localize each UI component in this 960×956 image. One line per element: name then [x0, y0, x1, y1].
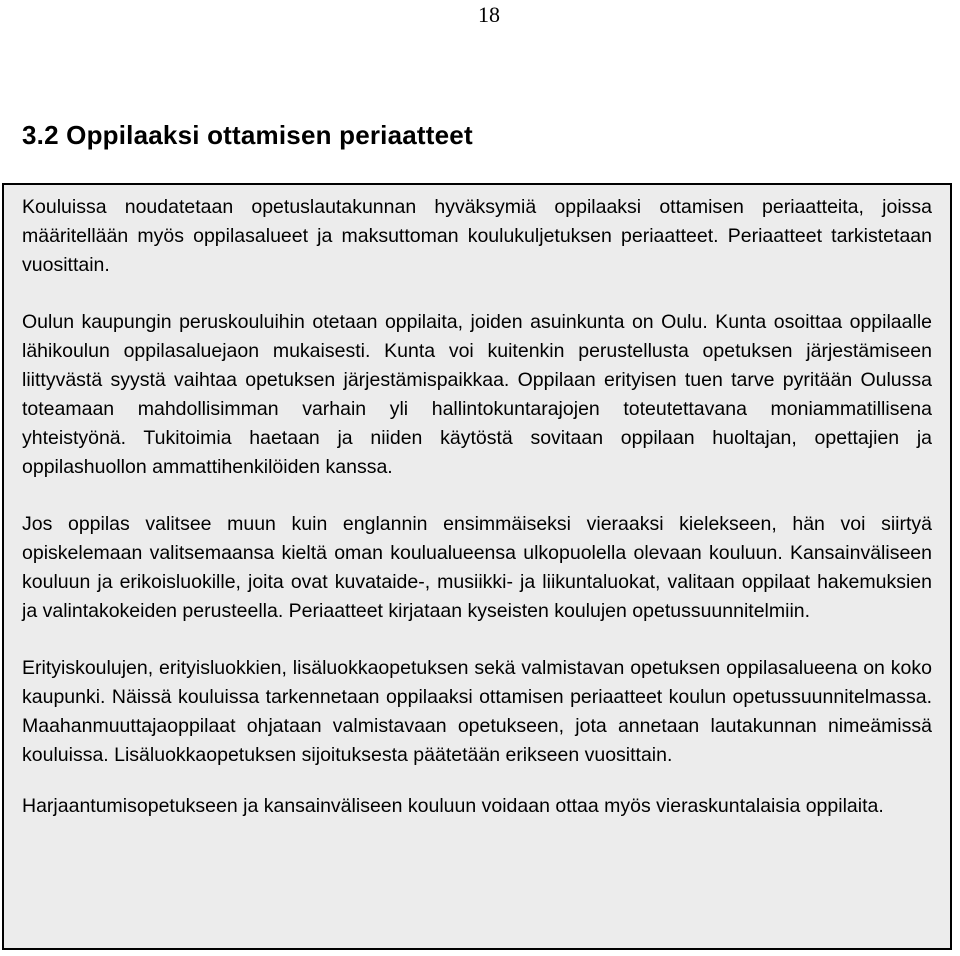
content-box: [2, 183, 952, 950]
page-number: 18: [478, 2, 500, 27]
section-heading: 3.2 Oppilaaksi ottamisen periaatteet: [22, 120, 473, 150]
paragraph-special-schools: Erityiskoulujen, erityisluokkien, lisäluokkaopetuksen sekä valmistavan opetuksen oppilasalueena on koko kaupunki. Näissä kouluissa tarkennetaan oppilaaksi ottamisen periaatteet koulun opetussuunnitelmassa. Maahanmuuttajaoppilaat ohjataan valmistavaan opetukseen, jota annetaan lautakunnan nimeämissä kouluissa. Lisäluokkaopetuksen sijoituksesta päätetään erikseen vuosittain.: [22, 657, 932, 766]
paragraph-language-choice: Jos oppilas valitsee muun kuin englannin ensimmäiseksi vieraaksi kielekseen, hän voi siirtyä opiskelemaan valitsemaansa kieltä oman koulualueensa ulkopuolella olevaan kouluun. Kansainväliseen kouluun ja erikoisluokille, joita ovat kuvataide-, musiikki- ja liikuntaluokat, valitaan oppilaat hakemuksien ja valintakokeiden perusteella. Periaatteet kirjataan kyseisten koulujen opetussuunnitelmiin.: [22, 513, 932, 622]
paragraph-home-municipality: Oulun kaupungin peruskouluihin otetaan oppilaita, joiden asuinkunta on Oulu. Kunta osoittaa oppilaalle lähikoulun oppilasaluejaon mukaisesti. Kunta voi kuitenkin perustellusta opetuksen järjestämiseen liittyvästä syystä vaihtaa opetuksen järjestämispaikkaa. Oppilaan erityisen tuen tarve pyritään Oulussa toteamaan mahdollisimman varhain yli hallintokuntarajojen toteutettavana moniammatillisena yhteistyönä. Tukitoimia haetaan ja niiden käytöstä sovitaan oppilaan huoltajan, opettajien ja oppilashuollon ammattihenkilöiden kanssa.: [22, 311, 932, 478]
paragraph-admission-principles: Kouluissa noudatetaan opetuslautakunnan hyväksymiä oppilaaksi ottamisen periaatteita, joissa määritellään myös oppilasalueet ja maksuttoman koulukuljetuksen periaatteet. Periaatteet tarkistetaan vuosittain.: [22, 196, 932, 276]
paragraph-other-municipality: Harjaantumisopetukseen ja kansainväliseen kouluun voidaan ottaa myös vieraskuntalaisia oppilaita.: [22, 795, 884, 817]
